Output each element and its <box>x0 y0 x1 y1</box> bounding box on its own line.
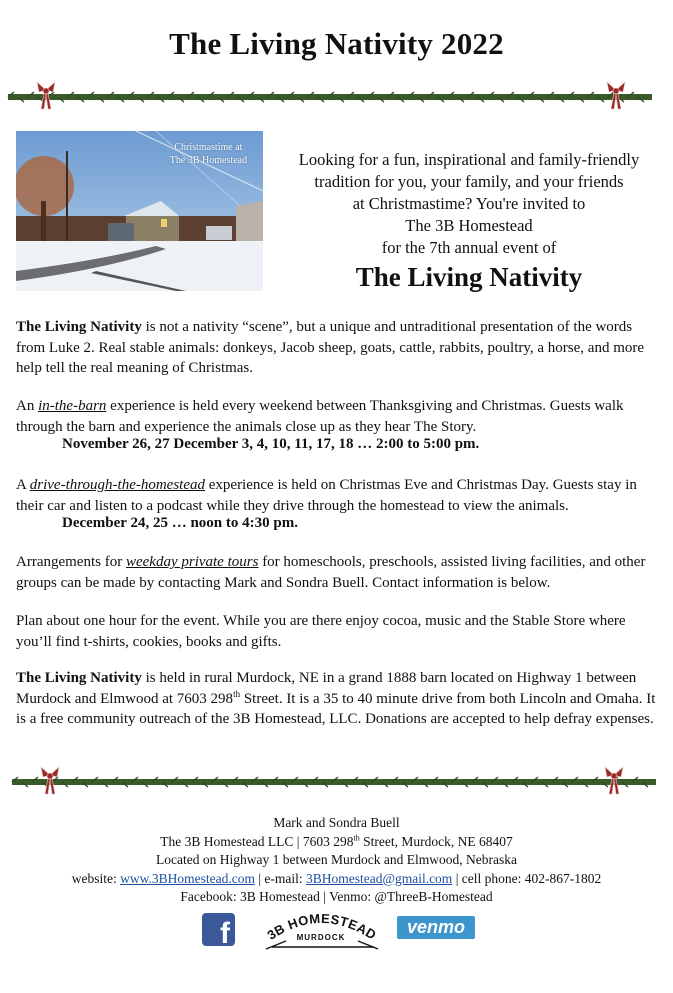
intro-line: The 3B Homestead <box>405 216 533 235</box>
paragraph-description <box>16 317 661 379</box>
contact-social: Facebook: 3B Homestead | Venmo: @ThreeB-Homestead <box>180 889 493 904</box>
phone-number: 402-867-1802 <box>524 870 602 886</box>
paragraph-text: experience is held every weekend between Thanksgiving and Christmas. Guests walk through the barn and experience the animals close up as they hear The Story. <box>16 398 624 435</box>
paragraph-text: for homeschools, preschools, assisted living facilities, and other groups can be made by contacting Mark and Sondra Buell. Contact information is below. <box>16 554 646 591</box>
photo-caption-line2: The 3B Homestead <box>169 155 247 166</box>
paragraph-prefix: An <box>16 398 39 414</box>
address-text: Street, Murdock, NE 68407 <box>359 833 513 849</box>
page-title: The Living Nativity 2022 <box>169 26 504 61</box>
website-label: website: <box>71 870 121 886</box>
venmo-wordmark: venmo <box>406 917 466 937</box>
paragraph-text: is not a nativity “scene”, but a unique and untraditional presentation of the words from Luke 2. Real stable animals: donkeys, Jacob sheep, goats, cattle, rabbits, poultry, a horse, and more help tell the real meaning of Christmas. <box>16 319 645 376</box>
homestead-photo <box>16 131 263 291</box>
intro-line: tradition for you, your family, and your friends <box>314 172 624 191</box>
drive-through-emphasis: drive-through-the-homestead <box>29 477 205 493</box>
paragraph-text: Plan about one hour for the event. While you are there enjoy cocoa, music and the Stable Store where you’ll find t-shirts, cookies, books and gifts. <box>16 613 626 650</box>
paragraph-location <box>16 668 661 730</box>
private-tours-emphasis: weekday private tours <box>125 554 259 570</box>
intro-line: Looking for a fun, inspirational and family-friendly <box>298 150 640 169</box>
photo-caption <box>170 141 247 167</box>
in-the-barn-dates: November 26, 27 December 3, 4, 10, 11, 17, 18 … 2:00 to 5:00 pm. <box>62 436 480 452</box>
paragraph-drive-through <box>16 475 661 516</box>
photo-caption-line1: Christmastime at <box>174 142 243 153</box>
email-link[interactable]: 3BHomestead@gmail.com <box>306 870 453 886</box>
email-label: | e-mail: <box>254 870 307 886</box>
paragraph-prefix: A <box>16 477 30 493</box>
intro-text <box>272 149 666 259</box>
garland-divider-bottom <box>10 763 658 797</box>
drive-through-dates: December 24, 25 … noon to 4:30 pm. <box>62 515 298 531</box>
event-name: The Living Nativity <box>16 319 142 335</box>
intro-line: for the 7th annual event of <box>381 238 557 257</box>
contact-names: Mark and Sondra Buell <box>273 815 400 830</box>
phone-label: | cell phone: <box>452 870 525 886</box>
paragraph-plan <box>16 611 661 652</box>
website-link[interactable]: www.3BHomestead.com <box>120 870 255 886</box>
paragraph-private-tours <box>16 552 661 593</box>
intro-line: at Christmastime? You're invited to <box>352 194 586 213</box>
contact-links <box>0 870 673 889</box>
contact-address <box>0 833 673 852</box>
garland-divider-top <box>6 78 654 112</box>
superscript: th <box>233 688 241 699</box>
paragraph-text: is held in rural Murdock, NE in a grand 1888 barn located on Highway 1 between Murdock and Elmwood at 7603 298 <box>16 670 637 707</box>
contact-location: Located on Highway 1 between Murdock and Elmwood, Nebraska <box>155 852 518 867</box>
paragraph-text: Street. It is a 35 to 40 minute drive from both Lincoln and Omaha. It is a free community outreach of the 3B Homestead, LLC. Donations are accepted to help defray expenses. <box>16 690 656 727</box>
paragraph-text: experience is held on Christmas Eve and Christmas Day. Guests stay in their car and listen to a podcast while they drive through the homestead to view the animals. <box>16 477 637 514</box>
address-text: The 3B Homestead LLC | 7603 298 <box>160 833 354 849</box>
in-the-barn-emphasis: in-the-barn <box>38 398 107 414</box>
paragraph-prefix: Arrangements for <box>16 554 126 570</box>
facebook-glyph: f <box>220 917 230 950</box>
venmo-icon[interactable] <box>397 916 475 939</box>
logo-row <box>0 911 673 951</box>
paragraph-in-the-barn <box>16 396 661 437</box>
contact-info <box>0 814 673 907</box>
superscript: th <box>353 833 360 842</box>
event-name: The Living Nativity <box>16 670 142 686</box>
homestead-logo-title: 3B HOMESTEAD <box>264 911 380 943</box>
event-title: The Living Nativity <box>355 262 583 292</box>
homestead-logo <box>262 911 380 951</box>
facebook-icon[interactable] <box>202 913 235 950</box>
homestead-logo-subtitle: MURDOCK <box>296 933 346 942</box>
